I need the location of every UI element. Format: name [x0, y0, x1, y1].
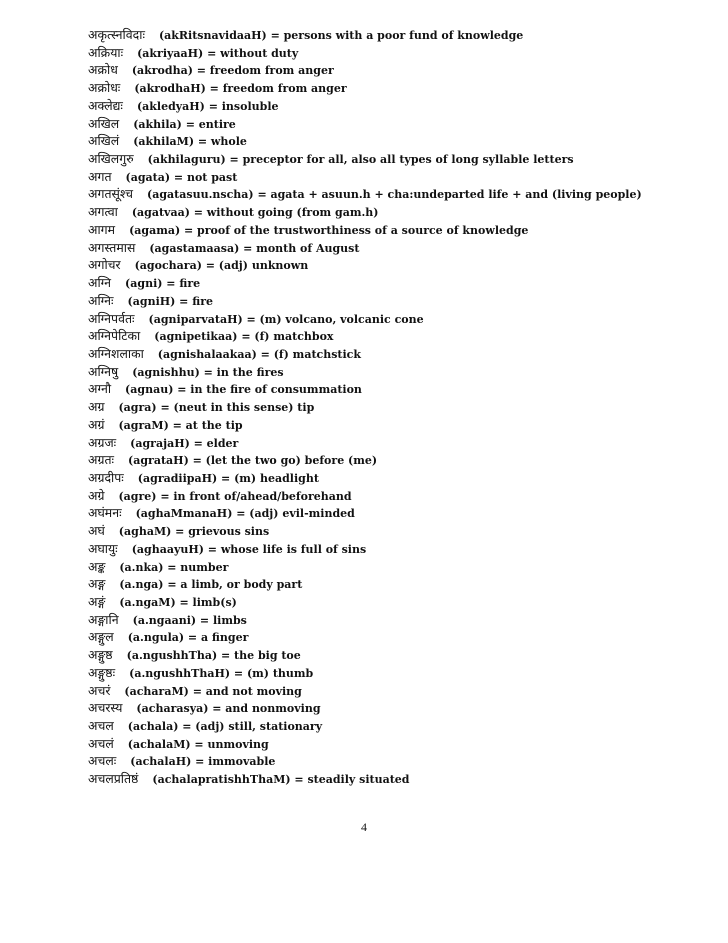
- devanagari-headword: अक्रियाः: [88, 44, 124, 60]
- dictionary-entry: [88, 416, 718, 434]
- dictionary-entry: [88, 469, 718, 487]
- transliteration-gloss: (acharasya) = and nonmoving: [136, 702, 321, 716]
- dictionary-entry: [88, 115, 718, 133]
- transliteration-gloss: (a.ngushhTha) = the big toe: [126, 649, 301, 663]
- devanagari-headword: अग्निशलाका: [88, 345, 144, 361]
- devanagari-headword: अचलं: [88, 735, 114, 751]
- devanagari-headword: अघं: [88, 523, 105, 539]
- dictionary-entry: [88, 239, 718, 257]
- dictionary-entry: [88, 26, 718, 44]
- devanagari-headword: अग्निपेटिका: [88, 328, 141, 344]
- transliteration-gloss: (akrodha) = freedom from anger: [131, 64, 334, 78]
- transliteration-gloss: (a.ngaani) = limbs: [132, 613, 247, 627]
- devanagari-headword: अग्निः: [88, 292, 114, 308]
- devanagari-headword: अग्रे: [88, 487, 105, 503]
- transliteration-gloss: (akhila) = entire: [133, 117, 236, 131]
- devanagari-headword: अखिलं: [88, 133, 120, 149]
- dictionary-entry: [88, 504, 718, 522]
- transliteration-gloss: (a.nga) = a limb, or body part: [119, 578, 303, 592]
- transliteration-gloss: (a.ngula) = a finger: [127, 631, 249, 645]
- dictionary-entry: [88, 752, 718, 770]
- devanagari-headword: अङ्गुल: [88, 629, 114, 645]
- dictionary-entry: [88, 221, 718, 239]
- dictionary-entry: [88, 699, 718, 717]
- dictionary-entry: [88, 717, 718, 735]
- transliteration-gloss: (agra) = (neut in this sense) tip: [118, 401, 315, 415]
- page-number: 4: [361, 820, 367, 834]
- dictionary-entry: [88, 735, 718, 753]
- transliteration-gloss: (agnau) = in the fire of consummation: [125, 383, 362, 397]
- transliteration-gloss: (akRitsnavidaaH) = persons with a poor fund of knowledge: [158, 29, 524, 42]
- devanagari-headword: अग्रतः: [88, 452, 115, 468]
- transliteration-gloss: (agatasuu.nscha) = agata + asuun.h + cha:undeparted life + and (living people): [147, 188, 642, 202]
- devanagari-headword: अग्रजः: [88, 434, 117, 450]
- dictionary-entry: [88, 44, 718, 62]
- devanagari-headword: अचरं: [88, 682, 111, 698]
- transliteration-gloss: (agrajaH) = elder: [130, 436, 239, 450]
- transliteration-gloss: (agatvaa) = without going (from gam.h): [131, 206, 379, 220]
- transliteration-gloss: (aghaayuH) = whose life is full of sins: [131, 542, 367, 556]
- dictionary-entry: [88, 203, 718, 221]
- dictionary-entry: [88, 540, 718, 558]
- devanagari-headword: अगोचर: [88, 257, 121, 273]
- devanagari-headword: अचलप्रतिष्ठं: [88, 771, 139, 787]
- devanagari-headword: अगत: [88, 168, 112, 184]
- transliteration-gloss: (agni) = fire: [125, 277, 201, 291]
- devanagari-headword: अक्रोध: [88, 62, 118, 78]
- transliteration-gloss: (akhilaM) = whole: [133, 135, 247, 149]
- devanagari-headword: अक्लेद्यः: [88, 97, 123, 113]
- dictionary-entry: [88, 150, 718, 168]
- devanagari-headword: अघायुः: [88, 540, 118, 556]
- dictionary-entry: [88, 682, 718, 700]
- dictionary-entry: [88, 770, 718, 788]
- dictionary-entry: [88, 97, 718, 115]
- dictionary-entry: [88, 345, 718, 363]
- devanagari-headword: अकृत्स्नविदाः: [88, 27, 145, 42]
- devanagari-headword: अगस्तमास: [88, 239, 136, 255]
- dictionary-entry: [88, 398, 718, 416]
- dictionary-entry: [88, 61, 718, 79]
- devanagari-headword: अङ्गं: [88, 594, 106, 609]
- devanagari-headword: आगम: [88, 221, 116, 237]
- transliteration-gloss: (agnishhu) = in the fires: [132, 365, 284, 379]
- dictionary-entry: [88, 380, 718, 398]
- transliteration-gloss: (a.nka) = number: [119, 560, 229, 574]
- dictionary-entry: [88, 575, 718, 593]
- transliteration-gloss: (achalaH) = immovable: [130, 755, 276, 769]
- transliteration-gloss: (agraM) = at the tip: [118, 418, 243, 432]
- dictionary-entry: [88, 292, 718, 310]
- dictionary-entry: [88, 593, 718, 611]
- dictionary-entry: [88, 558, 718, 576]
- transliteration-gloss: (agrataH) = (let the two go) before (me): [128, 454, 378, 468]
- dictionary-entry: [88, 664, 718, 682]
- transliteration-gloss: (agradiipaH) = (m) headlight: [137, 471, 319, 485]
- devanagari-headword: अग्निषु: [88, 363, 119, 379]
- dictionary-entry: [88, 646, 718, 664]
- transliteration-gloss: (achala) = (adj) still, stationary: [127, 720, 323, 734]
- dictionary-entry: [88, 434, 718, 452]
- transliteration-gloss: (agastamaasa) = month of August: [149, 241, 360, 255]
- transliteration-gloss: (akhilaguru) = preceptor for all, also all types of long syllable letters: [147, 153, 574, 167]
- devanagari-headword: अङ्गुष्ठ: [88, 647, 113, 663]
- dictionary-entry: [88, 522, 718, 540]
- devanagari-headword: अचलः: [88, 753, 117, 769]
- entry-list: [88, 26, 718, 788]
- devanagari-headword: अङ्गानि: [88, 611, 119, 627]
- transliteration-gloss: (acharaM) = and not moving: [124, 684, 302, 698]
- dictionary-entry: [88, 310, 718, 328]
- transliteration-gloss: (akrodhaH) = freedom from anger: [134, 82, 347, 96]
- transliteration-gloss: (agama) = proof of the trustworthiness of a source of knowledge: [129, 223, 529, 237]
- devanagari-headword: अग्र: [88, 399, 105, 415]
- devanagari-headword: अखिल: [88, 115, 120, 131]
- devanagari-headword: अग्निपर्वतः: [88, 310, 135, 326]
- transliteration-gloss: (agniH) = fire: [127, 294, 214, 308]
- transliteration-gloss: (akledyaH) = insoluble: [136, 99, 279, 113]
- transliteration-gloss: (a.ngushhThaH) = (m) thumb: [129, 666, 314, 680]
- dictionary-entry: [88, 274, 718, 292]
- dictionary-entry: [88, 327, 718, 345]
- devanagari-headword: अङ्गुष्ठः: [88, 664, 116, 680]
- dictionary-entry: [88, 168, 718, 186]
- transliteration-gloss: (agniparvataH) = (m) volcano, volcanic cone: [148, 312, 424, 326]
- devanagari-headword: अङ्क: [88, 558, 106, 574]
- transliteration-gloss: (agnishalaakaa) = (f) matchstick: [157, 347, 361, 361]
- devanagari-headword: अघंमनः: [88, 505, 122, 521]
- transliteration-gloss: (agre) = in front of/ahead/beforehand: [118, 489, 352, 503]
- devanagari-headword: अगत्वा: [88, 204, 118, 220]
- devanagari-headword: अग्रदीपः: [88, 469, 124, 485]
- dictionary-entry: [88, 363, 718, 381]
- transliteration-gloss: (a.ngaM) = limb(s): [119, 596, 237, 609]
- dictionary-entry: [88, 185, 718, 203]
- devanagari-headword: अग्रं: [88, 416, 105, 432]
- devanagari-headword: अग्नि: [88, 275, 112, 291]
- devanagari-headword: अगतसूंश्च: [88, 186, 134, 202]
- devanagari-headword: अक्रोधः: [88, 80, 121, 96]
- transliteration-gloss: (aghaMmanaH) = (adj) evil-minded: [135, 507, 355, 521]
- dictionary-entry: [88, 79, 718, 97]
- transliteration-gloss: (agochara) = (adj) unknown: [134, 259, 309, 273]
- transliteration-gloss: (agnipetikaa) = (f) matchbox: [154, 330, 334, 344]
- dictionary-entry: [88, 487, 718, 505]
- dictionary-entry: [88, 132, 718, 150]
- devanagari-headword: अचल: [88, 718, 114, 734]
- dictionary-entry: [88, 451, 718, 469]
- transliteration-gloss: (agata) = not past: [125, 170, 238, 184]
- devanagari-headword: अखिलगुरु: [88, 151, 134, 167]
- dictionary-entry: [88, 628, 718, 646]
- dictionary-entry: [88, 611, 718, 629]
- dictionary-entry: [88, 256, 718, 274]
- transliteration-gloss: (aghaM) = grievous sins: [118, 525, 270, 539]
- devanagari-headword: अग्नौ: [88, 381, 112, 397]
- devanagari-headword: अङ्ग: [88, 576, 106, 592]
- transliteration-gloss: (akriyaaH) = without duty: [137, 46, 299, 60]
- transliteration-gloss: (achalaM) = unmoving: [127, 737, 269, 751]
- devanagari-headword: अचरस्य: [88, 700, 123, 716]
- transliteration-gloss: (achalapratishhThaM) = steadily situated: [152, 773, 410, 787]
